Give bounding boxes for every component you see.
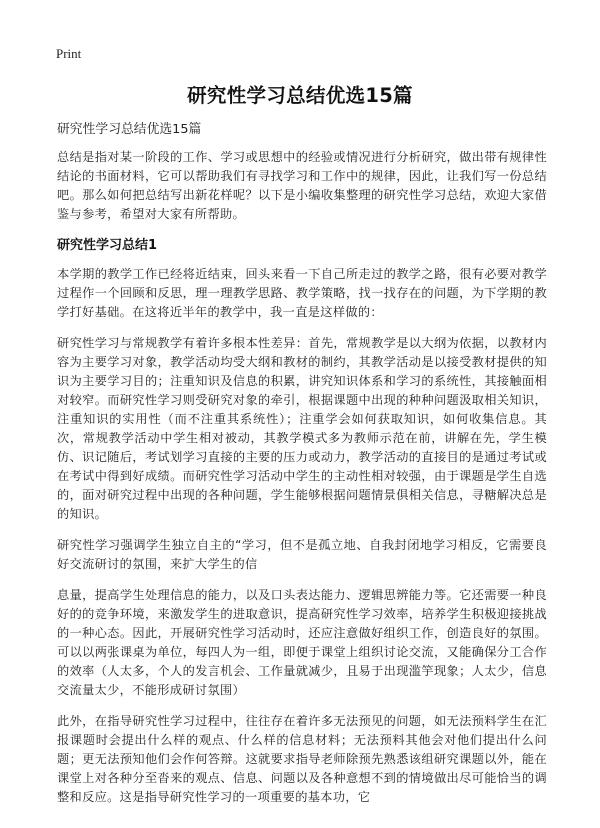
document-subtitle: 研究性学习总结优选15篇: [57, 122, 202, 137]
print-link[interactable]: Print: [56, 46, 82, 61]
intro-paragraph: 总结是指对某一阶段的工作、学习或思想中的经验或情况进行分析研究，做出带有规律性结论的书面材料，它可以帮助我们有寻找学习和工作中的规律，因此，让我们写一份总结吧。那么如何把总结写出新花样呢？以下是小编收集整理的研究性学习总结，欢迎大家借鉴与参考，希望对大家有所帮助。: [57, 150, 547, 221]
section-heading: 研究性学习总结1: [57, 238, 158, 253]
body-paragraph: 本学期的教学工作已经将近结束，回头来看一下自己所走过的教学之路，很有必要对教学过程作一个回顾和反思，理一理教学思路、教学策略，找一找存在的问题，为下学期的教学打好基础。在这将近半年的教学中，我一直是这样做的：: [57, 267, 547, 319]
document-title: 研究性学习总结优选15篇: [187, 84, 413, 107]
body-paragraph: 此外，在指导研究性学习过程中，往往存在着许多无法预见的问题，如无法预料学生在汇报课题时会提出什么样的观点、什么样的信息材料；无法预料其他会对他们提出什么问题；更无法预知他们会作何答辩。这就要求指导老师除预先熟悉该组研究课题以外，能在课堂上对各种分至沓来的观点、信息、问题以及各种意想不到的情境做出尽可能恰当的调整和反应。这是指导研究性学习的一项重要的基本功，它: [57, 714, 547, 804]
body-paragraph: 息量，提高学生处理信息的能力，以及口头表达能力、逻辑思辨能力等。它还需要一种良好的的竞争环境，来激发学生的进取意识，提高研究性学习效率，培养学生积极迎接挑战的一种心态。因此，开展研究性学习活动时，还应注意做好组织工作，创造良好的氛围。可以以两张课桌为单位，每四人为一组，即便于课堂上组织讨论交流，又能确保分工合作的效率（人太多，个人的发言机会、工作量就减少，且易于出现滥竽现象；人太少，信息交流量太少，不能形成研讨氛围）: [57, 588, 547, 697]
body-paragraph: 研究性学习与常规教学有着许多根本性差异：首先，常规教学是以大纲为依据，以教材内容为主要学习对象，教学活动均受大纲和教材的制约，其教学活动是以接受教材提供的知识为主要学习目的；注重知识及信息的积累，讲究知识体系和学习的系统性，其接触面相对较窄。而研究性学习则受研究对象的牵引，根据课题中出现的种种问题汲取相关知识，注重知识的实用性（而不注重其系统性）；注重学会如何获取知识，如何收集信息。其次，常规教学活动中学生相对被动，其教学模式多为教师示范在前，讲解在先，学生模仿、识记随后，考试划学习直接的主要的压力或动力，教学活动的直接目的是通过考试或在考试中得到好成绩。而研究性学习活动中学生的主动性相对较强，由于课题是学生自选的，面对研究过程中出现的各种问题，学生能够根据问题情景俱相关信息，寻糖解决总是的知识。: [57, 336, 547, 521]
body-paragraph: 研究性学习强调学生独立自主的“学习，但不是孤立地、自我封闭地学习相反，它需要良好交流研讨的氛围，来扩大学生的信: [57, 538, 547, 571]
document-body: [57, 148, 547, 807]
